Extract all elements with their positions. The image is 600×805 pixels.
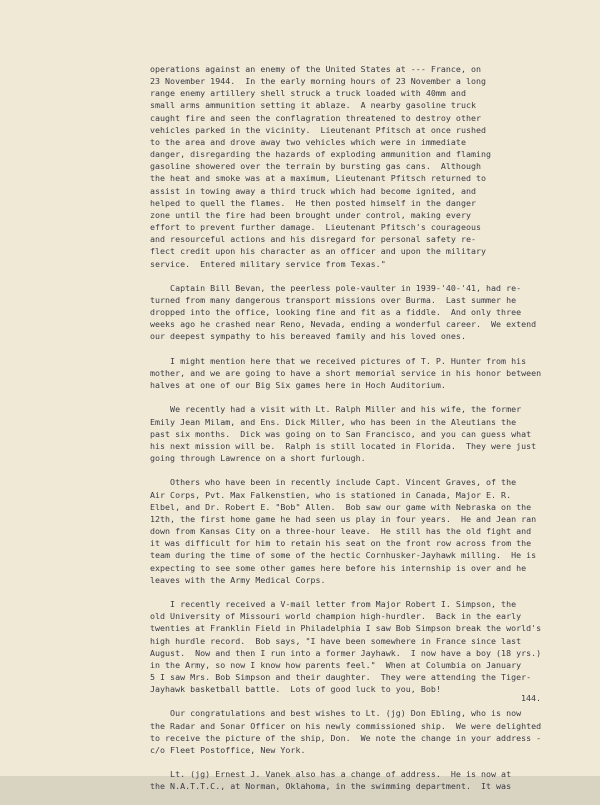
text-line: helped to quell the flames. He then posted himself in the danger	[150, 197, 476, 208]
text-line: mother, and we are going to have a short memorial service in his honor between	[150, 367, 542, 378]
text-line: flect credit upon his character as an officer and upon the military	[150, 246, 487, 257]
text-line: and resourceful actions and his disregard for personal safety re-	[150, 234, 476, 245]
text-line: twenties at Franklin Field in Philadelphia I saw Bob Simpson break the world's	[150, 623, 542, 634]
text-line: 23 November 1944. In the early morning hours of 23 November a long	[150, 76, 487, 87]
text-line: leaves with the Army Medical Corps.	[150, 574, 326, 585]
paragraph	[150, 403, 590, 464]
text-line: 5 I saw Mrs. Bob Simpson and their daughter. They were attending the Tiger-	[150, 671, 532, 682]
text-line: small arms ammunition setting it ablaze. A nearby gasoline truck	[150, 100, 476, 111]
paragraph	[150, 355, 590, 391]
text-line: expecting to see some other games here before his internship is over and he	[150, 562, 527, 573]
text-line: Lt. (jg) Ernest J. Vanek also has a change of address. He is now at	[150, 769, 512, 780]
text-line: going through Lawrence on a short furlough.	[150, 453, 366, 464]
text-line: service. Entered military service from Texas."	[150, 258, 386, 269]
text-line: Our congratulations and best wishes to Lt. (jg) Don Ebling, who is now	[150, 708, 522, 719]
text-line: I might mention here that we received pictures of T. P. Hunter from his	[150, 355, 527, 366]
text-line: 12th, the first home game he had seen us play in four years. He and Jean ran	[150, 513, 537, 524]
text-line: to the area and drove away two vehicles which were in immediate	[150, 136, 466, 147]
text-line: vehicles parked in the vicinity. Lieutenant Pfitsch at once rushed	[150, 124, 487, 135]
text-line: c/o Fleet Postoffice, New York.	[150, 744, 306, 755]
text-line: operations against an enemy of the United States at --- France, on	[150, 64, 481, 74]
paragraph	[150, 282, 590, 343]
text-line: past six months. Dick was going on to San Francisco, and you can guess what	[150, 428, 532, 439]
text-line: high hurdle record. Bob says, "I have been somewhere in France since last	[150, 635, 522, 646]
text-line: turned from many dangerous transport missions over Burma. Last summer he	[150, 295, 517, 305]
text-line: Jayhawk basketball battle. Lots of good luck to you, Bob!	[150, 684, 441, 695]
text-line: our deepest sympathy to his bereaved family and his loved ones.	[150, 331, 466, 342]
text-line: his next mission will be. Ralph is still located in Florida. They were just	[150, 440, 537, 451]
text-line: halves at one of our Big Six games here in Hoch Auditorium.	[150, 380, 446, 391]
text-line: the Radar and Sonar Officer on his newly commissioned ship. We were delighted	[150, 720, 542, 731]
text-line: gasoline showered over the terrain by bursting gas cans. Although	[150, 161, 481, 172]
text-line: zone until the fire had been brought under control, making every	[150, 209, 471, 220]
page-number: 144.	[521, 693, 541, 703]
text-line: old University of Missouri world champion high-hurdler. Back in the early	[150, 611, 522, 622]
text-line: effort to prevent further damage. Lieutenant Pfitsch's courageous	[150, 222, 481, 233]
text-line: Air Corps, Pvt. Max Falkenstien, who is stationed in Canada, Major E. R.	[150, 489, 512, 500]
text-line: weeks ago he crashed near Reno, Nevada, ending a wonderful career. We extend	[150, 319, 537, 330]
text-line: Others who have been in recently include Capt. Vincent Graves, of the	[150, 477, 517, 488]
text-line: the N.A.T.T.C., at Norman, Oklahoma, in the swimming department. It was	[150, 781, 512, 792]
text-line: I recently received a V-mail letter from Major Robert I. Simpson, the	[150, 599, 517, 610]
paragraph	[150, 63, 590, 270]
text-line: in the Army, so now I know how parents feel." When at Columbia on January	[150, 659, 522, 670]
text-line: Elbel, and Dr. Robert E. "Bob" Allen. Bob saw our game with Nebraska on the	[150, 501, 532, 512]
paragraph	[150, 768, 590, 792]
text-line: We recently had a visit with Lt. Ralph Miller and his wife, the former	[150, 404, 522, 415]
text-line: to receive the picture of the ship, Don. We note the change in your address -	[150, 732, 542, 743]
text-line: assist in towing away a third truck which had become ignited, and	[150, 185, 476, 196]
text-line: danger, disregarding the hazards of exploding ammunition and flaming	[150, 149, 492, 160]
text-line: it was difficult for him to retain his seat on the front row across from the	[150, 538, 532, 549]
text-line: Emily Jean Milam, and Ens. Dick Miller, who has been in the Aleutians the	[150, 416, 517, 427]
paragraph	[150, 707, 590, 756]
text-line: the heat and smoke was at a maximum, Lieutenant Pfitsch returned to	[150, 173, 487, 184]
paragraph	[150, 598, 590, 695]
text-line: team during the time of some of the hectic Cornhusker-Jayhawk milling. He is	[150, 550, 537, 561]
text-line: Captain Bill Bevan, the peerless pole-vaulter in 1939-'40-'41, had re-	[150, 282, 522, 293]
text-line: range enemy artillery shell struck a truck loaded with 40mm and	[150, 88, 466, 99]
text-line: caught fire and seen the conflagration threatened to destroy other	[150, 112, 481, 123]
paragraph	[150, 476, 590, 585]
text-line: August. Now and then I run into a former Jayhawk. I now have a boy (18 yrs.)	[150, 647, 542, 658]
text-line: down from Kansas City on a three-hour leave. He still has the old fight and	[150, 526, 532, 537]
text-line: dropped into the office, looking fine and fit as a fiddle. And only three	[150, 307, 522, 318]
